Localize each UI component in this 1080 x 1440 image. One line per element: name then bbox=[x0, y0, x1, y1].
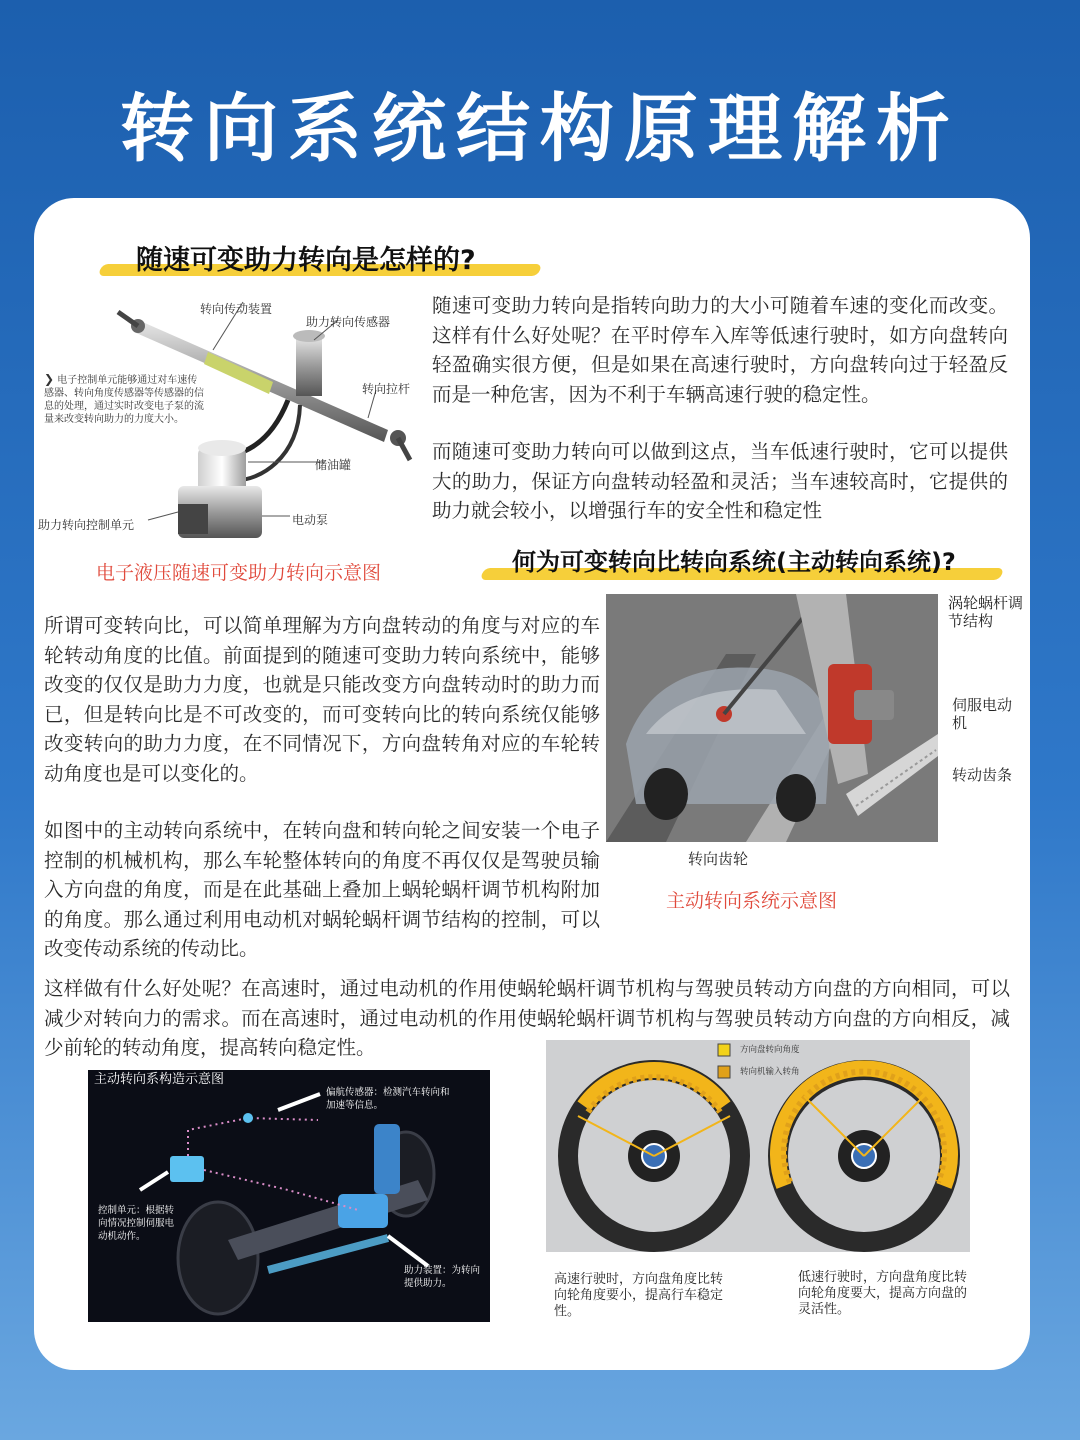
section2-paragraph-3: 这样做有什么好处呢？在高速时，通过电动机的作用使蜗轮蜗杆调节机构与驾驶员转动方向盘的方向相同，可以减少对转向力的需求。而在高速时，通过电动机的作用使蜗轮蜗杆调节机构与驾驶员转动方向盘的方向相反，减少前轮的转动角度，提高转向稳定性。 bbox=[44, 977, 1010, 1059]
label-pump: 电动泵 bbox=[292, 513, 329, 527]
section1-heading: 随速可变助力转向是怎样的? bbox=[136, 245, 476, 276]
figure1-caption: 电子液压随速可变助力转向示意图 bbox=[96, 562, 382, 584]
caption-low-speed: 低速行驶时，方向盘角度比转向轮角度要大，提高方向盘的灵活性。 bbox=[798, 1270, 968, 1317]
ecu-note bbox=[44, 373, 206, 426]
label-control-unit: 助力转向控制单元 bbox=[38, 518, 135, 532]
caption-high-speed: 高速行驶时，方向盘角度比转向轮角度要小，提高行车稳定性。 bbox=[554, 1272, 724, 1319]
section2-paragraph-1: 所谓可变转向比，可以简单理解为方向盘转动的角度与对应的车轮转动角度的比值。前面提到的随速可变助力转向系统中，能够改变的仅仅是助力力度，也就是只能改变方向盘转动时的助力而已，但是转向比是不可改变的，而可变转向比的转向系统仅能够改变转向的助力力度，在不同情况下，方向盘转角对应的车轮转动角度也是可以变化的。 bbox=[44, 614, 600, 785]
control-unit-note: 控制单元：根据转向情况控制伺服电动机动作。 bbox=[98, 1205, 175, 1242]
figure2-caption: 主动转向系统示意图 bbox=[666, 890, 838, 912]
ecu-note-text: 电子控制单元能够通过对车速传感器、转向角度传感器等传感器的信息的处理，通过实时改变电子泵的流量来改变转向助力的力度大小。 bbox=[44, 375, 204, 425]
label-servo-motor: 伺服电动机 bbox=[952, 696, 1013, 732]
figure3-title: 主动转向系构造示意图 bbox=[94, 1072, 225, 1087]
label-sensor: 助力转向传感器 bbox=[306, 315, 391, 329]
section2-heading: 何为可变转向比转向系统(主动转向系统)? bbox=[512, 548, 956, 576]
active-steering-svg bbox=[606, 594, 938, 842]
legend-wheel-angle: 方向盘转向角度 bbox=[740, 1045, 800, 1055]
assist-device-note: 助力装置：为转向提供助力。 bbox=[404, 1265, 481, 1289]
chevron-right-icon: ❯ bbox=[44, 372, 55, 386]
label-reservoir: 储油罐 bbox=[315, 458, 352, 472]
legend-input-angle: 转向机输入转角 bbox=[740, 1067, 800, 1077]
label-tie-rod: 转向拉杆 bbox=[362, 382, 411, 396]
active-steering-car-image bbox=[606, 594, 938, 842]
label-steering-gear: 转向传动装置 bbox=[200, 302, 273, 316]
label-pinion: 转向齿轮 bbox=[688, 850, 749, 868]
content-card bbox=[34, 198, 1030, 1370]
section2-paragraph-2: 如图中的主动转向系统中，在转向盘和转向轮之间安装一个电子控制的机械机构，那么车轮整体转向的角度不再仅仅是驾驶员输入方向盘的角度，而是在此基础上叠加上蜗轮蜗杆调节机构附加的角度。那么通过利用电动机对蜗轮蜗杆调节结构的控制，可以改变传动系统的传动比。 bbox=[44, 819, 600, 960]
label-rack: 转动齿条 bbox=[952, 766, 1013, 784]
label-worm-gear: 涡轮蜗杆调节结构 bbox=[948, 594, 1024, 630]
yaw-sensor-note: 偏航传感器：检测汽车转向和加速等信息。 bbox=[326, 1087, 450, 1111]
page-title: 转向系统结构原理解析 bbox=[120, 86, 960, 172]
section1-paragraph-2: 而随速可变助力转向可以做到这点，当车低速行驶时，它可以提供大的助力，保证方向盘转动轻盈和灵活；当车速较高时，它提供的助力就会较小，以增强行车的安全性和稳定性 bbox=[432, 440, 1008, 522]
section1-paragraph-1: 随速可变助力转向是指转向助力的大小可随着车速的变化而改变。这样有什么好处呢？在平时停车入库等低速行驶时，如方向盘转向轻盈确实很方便，但是如果在高速行驶时，方向盘转向过于轻盈反而是一种危害，因为不利于车辆高速行驶的稳定性。 bbox=[432, 294, 1008, 406]
